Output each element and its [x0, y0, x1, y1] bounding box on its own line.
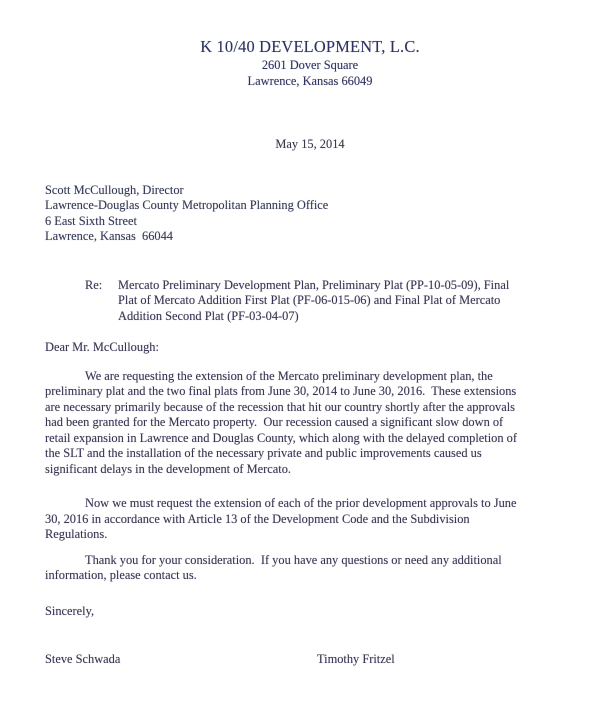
text-line: 6 East Sixth Street — [45, 213, 137, 228]
salutation: Dear Mr. McCullough: — [45, 340, 159, 354]
text-line: had been granted for the Mercato property. Our recession caused a significant slow down of — [45, 415, 504, 429]
text-line: Lawrence, Kansas 66044 — [45, 229, 173, 243]
signature-name-right: Timothy Fritzel — [317, 652, 395, 666]
text-line: Regulations. — [45, 527, 108, 541]
text-line: Now we must request the extension of each of the prior development approvals to June — [85, 496, 517, 510]
text-line: significant delays in the development of Mercato. — [45, 461, 292, 476]
closing: Sincerely, — [45, 603, 95, 618]
text-line: information, please contact us. — [45, 568, 197, 582]
text-line: Addition Second Plat (PF-03-04-07) — [118, 308, 299, 323]
text-line: the SLT and the installation of the necessary private and public improvements caused us — [45, 446, 482, 460]
signature-row — [45, 652, 575, 668]
signature-name-left: Steve Schwada — [45, 652, 121, 666]
text-line: preliminary plat and the two final plats from June 30, 2014 to June 30, 2016. These extensions — [45, 384, 517, 398]
text-line: Plat of Mercato Addition First Plat (PF-06-015-06) and Final Plat of Mercato — [118, 293, 501, 307]
letter-content — [0, 38, 605, 668]
company-name: K 10/40 DEVELOPMENT, L.C. — [200, 37, 420, 56]
text-line: Thank you for your consideration. If you have any questions or need any additional — [85, 552, 502, 567]
letter-date: May 15, 2014 — [275, 137, 345, 151]
text-line: We are requesting the extension of the Mercato preliminary development plan, the — [85, 368, 493, 383]
text-line: are necessary primarily because of the recession that hit our country shortly after the approvals — [45, 399, 515, 414]
text-line: Lawrence-Douglas County Metropolitan Planning Office — [45, 198, 329, 212]
company-address-line-1: 2601 Dover Square — [261, 58, 359, 72]
body-paragraph-3 — [45, 553, 575, 584]
text-line: Mercato Preliminary Development Plan, Preliminary Plat (PP-10-05-09), Final — [118, 277, 510, 292]
subject-block — [85, 278, 575, 325]
text-line: 30, 2016 in accordance with Article 13 of the Development Code and the Subdivision — [45, 511, 470, 526]
recipient-address-block — [45, 183, 575, 245]
letterhead — [45, 38, 575, 89]
body-paragraph-1 — [45, 369, 575, 478]
subject-text — [118, 278, 509, 325]
text-line: Scott McCullough, Director — [45, 182, 184, 197]
subject-label: Re: — [85, 277, 103, 292]
body-paragraph-2 — [45, 496, 575, 543]
company-address-line-2: Lawrence, Kansas 66049 — [247, 73, 373, 88]
text-line: retail expansion in Lawrence and Douglas County, which along with the delayed completion of — [45, 430, 517, 445]
